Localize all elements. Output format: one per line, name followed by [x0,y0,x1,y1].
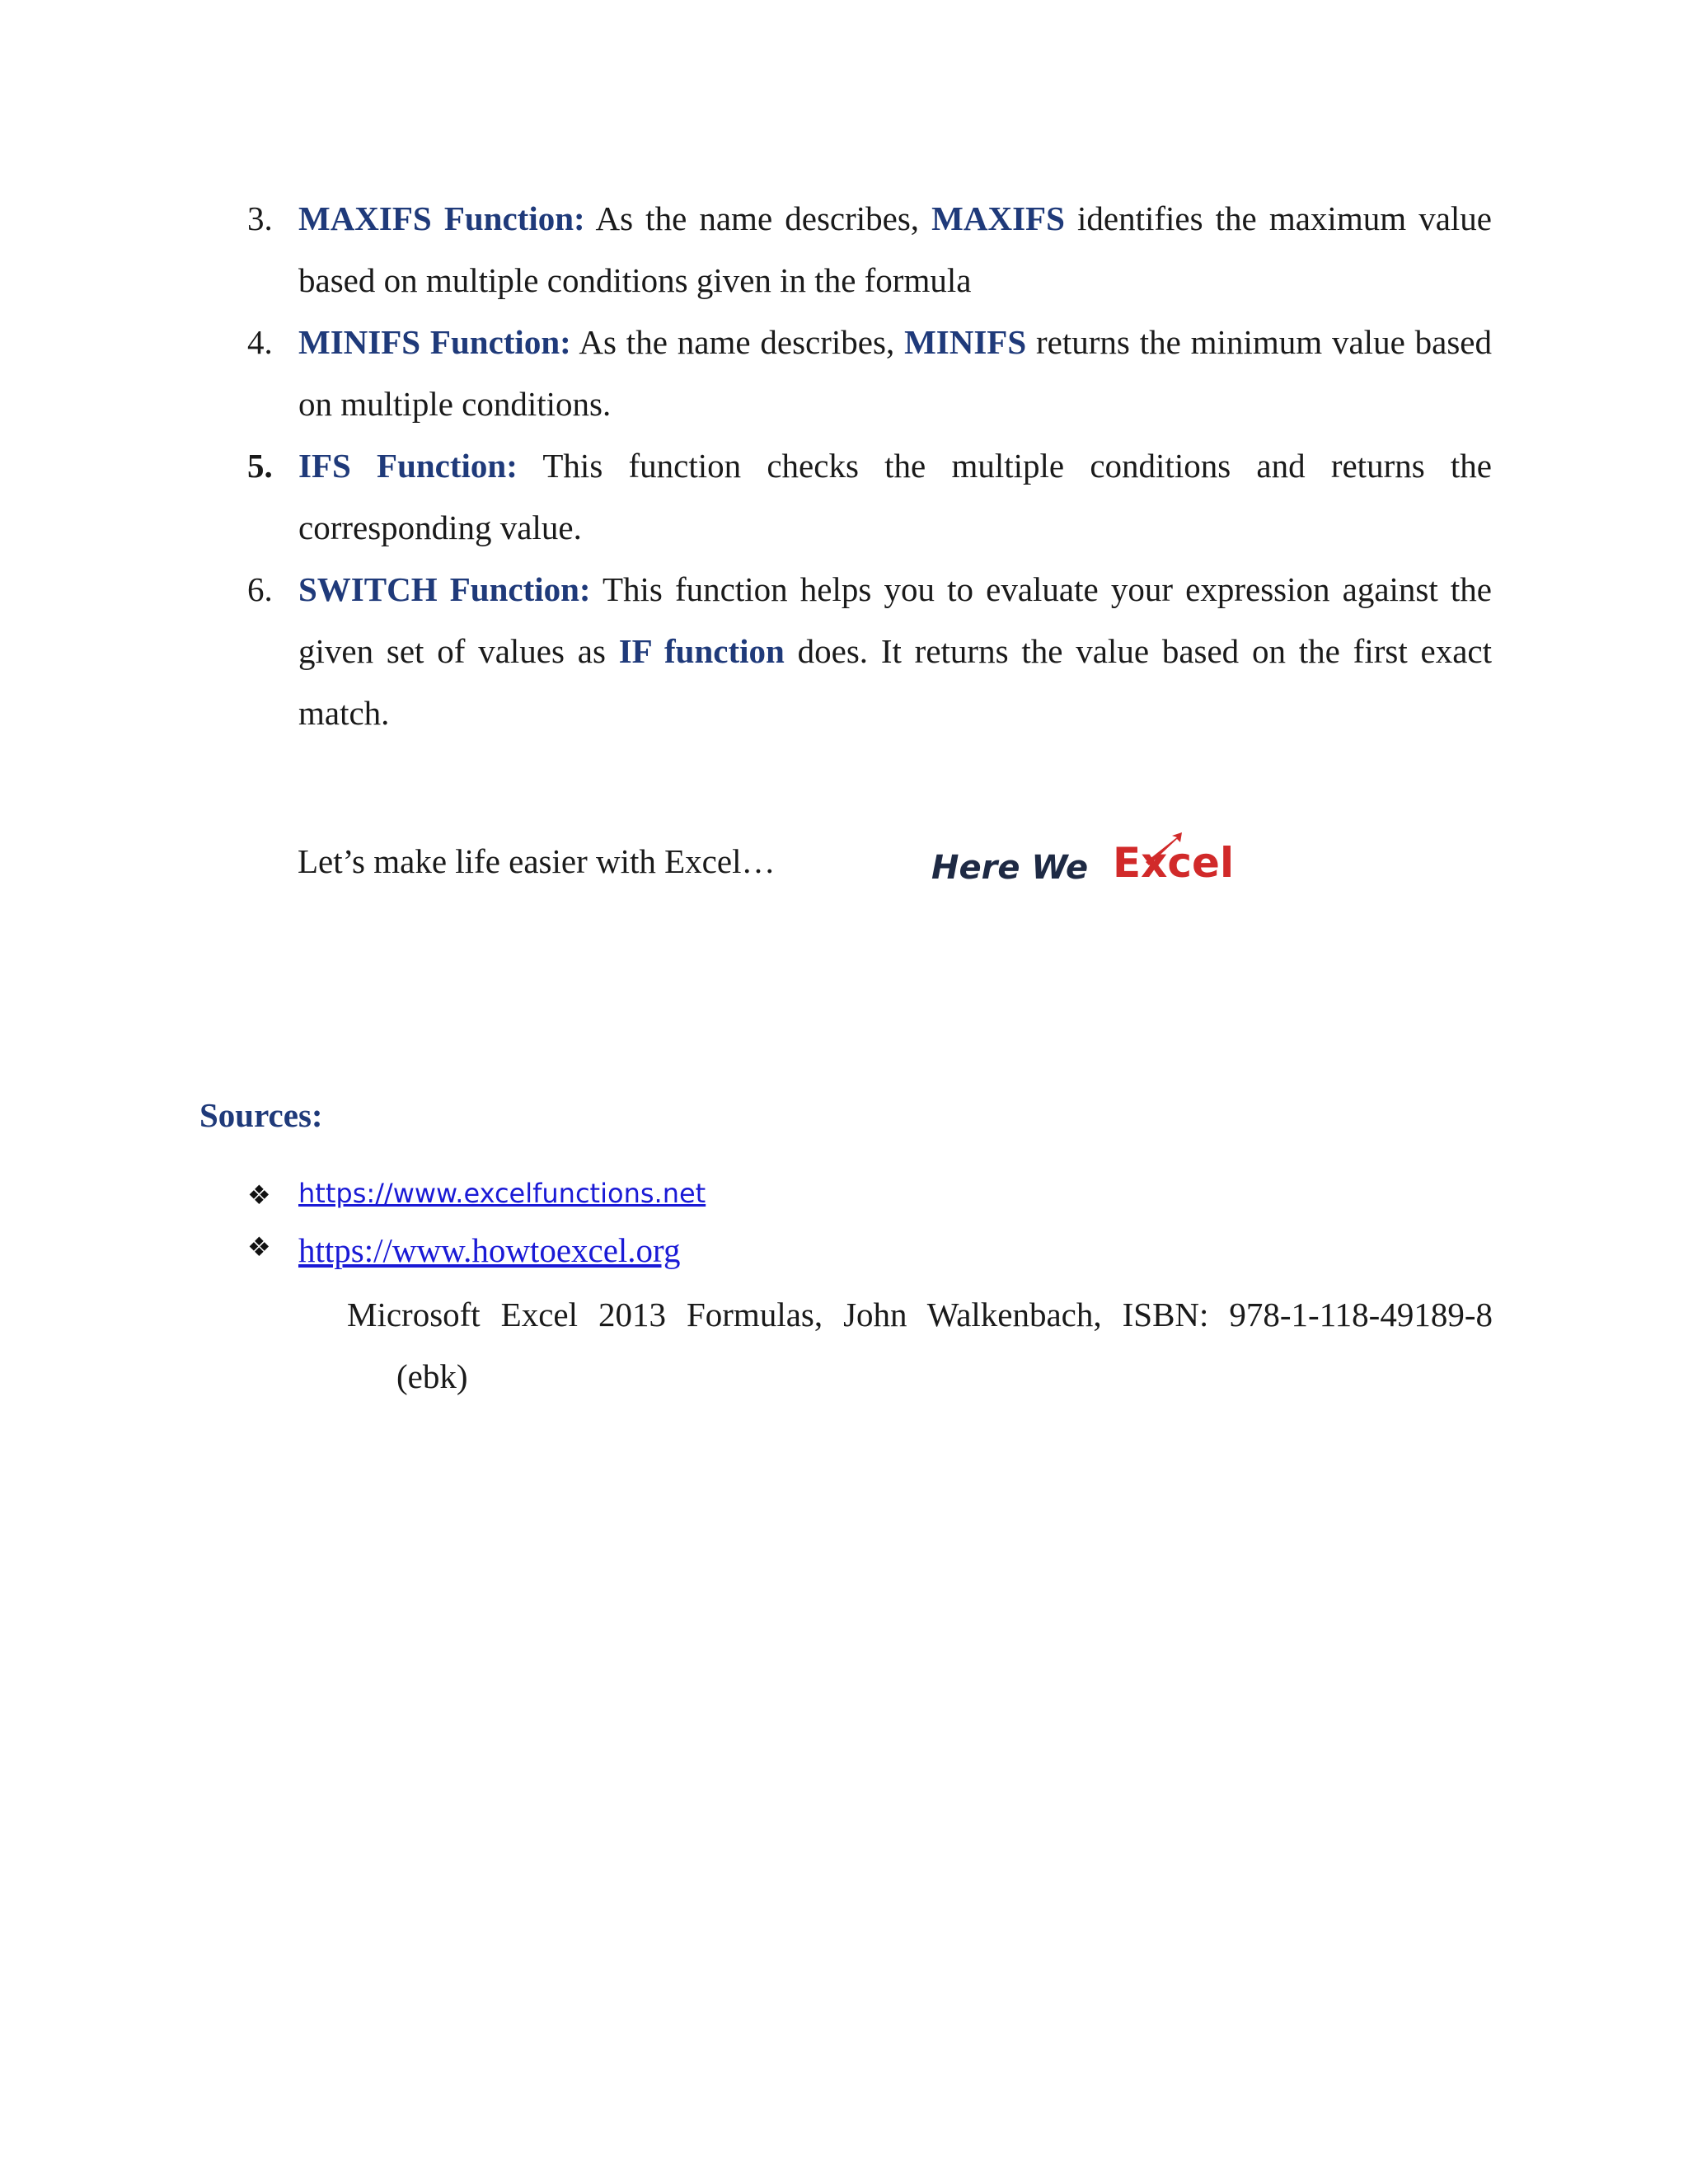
item-text: does. It returns the value based on the first exact match. [298,632,1493,732]
function-term: SWITCH Function: [298,570,591,608]
list-number: 5. [247,447,273,485]
logo-text-excel: Excel [1113,839,1235,887]
item-text: This function helps you to evaluate your expression against the given set of values as [298,570,1492,670]
function-list [247,188,1492,744]
list-item-minifs [247,312,1492,435]
list-item-ifs [247,435,1492,559]
logo-text-here-we: Here We [931,849,1089,887]
book-reference-continued: (ebk) [396,1357,468,1395]
item-text: returns the minimum value based on multiple conditions. [298,323,1492,423]
source-link-excelfunctions[interactable]: https://www.excelfunctions.net [298,1178,706,1209]
function-keyword: MAXIFS [931,199,1065,237]
list-item-maxifs [247,188,1492,312]
diamond-bullet-icon: ❖ [247,1180,271,1210]
list-item-switch [247,559,1492,744]
function-keyword: MINIFS [904,323,1027,361]
list-number: 4. [247,323,273,361]
item-text: As the name describes, [570,323,905,361]
function-term: MAXIFS Function: [298,199,585,237]
sources-heading: Sources: [199,1096,323,1134]
function-keyword: IF function [618,632,785,670]
source-link-howtoexcel[interactable]: https://www.howtoexcel.org [298,1231,681,1269]
item-text: This function checks the multiple conditions and returns the corresponding value. [298,447,1492,546]
item-text: As the name describes, [584,199,932,237]
item-text: identifies the maximum value based on multiple conditions given in the formula [298,199,1492,299]
diamond-bullet-icon: ❖ [247,1232,271,1262]
function-term: IFS Function: [298,447,518,485]
here-we-excel-logo [930,831,1259,895]
function-term: MINIFS Function: [298,323,571,361]
list-number: 6. [247,570,273,608]
tagline: Let’s make life easier with Excel… [298,842,776,880]
list-number: 3. [247,199,273,237]
book-reference: Microsoft Excel 2013 Formulas, John Walkenbach, ISBN: 978-1-118-49189-8 [347,1296,1493,1333]
